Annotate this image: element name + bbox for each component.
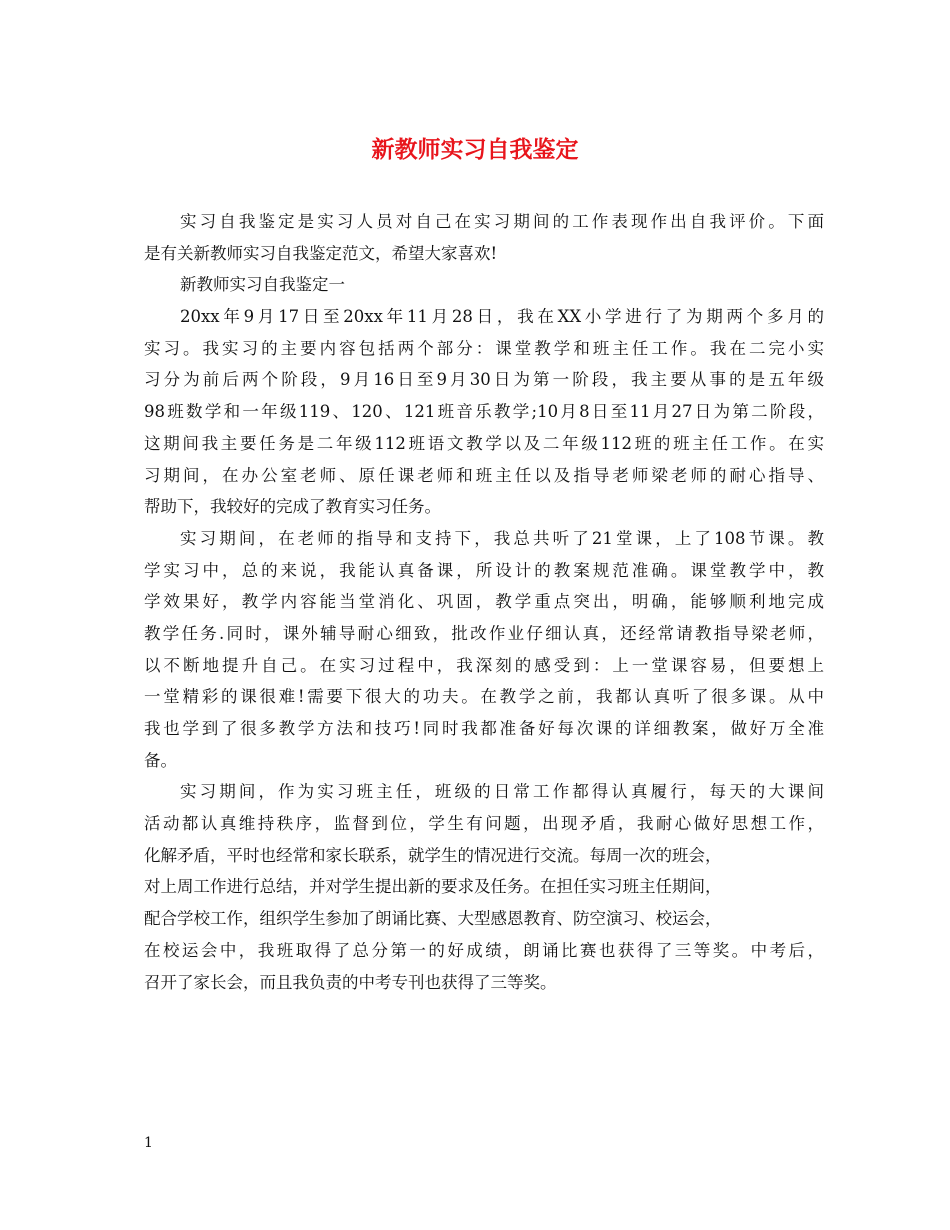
text-line: 召开了家长会，而且我负责的中考专刊也获得了三等奖。 bbox=[144, 972, 557, 992]
page-number: 1 bbox=[144, 1135, 153, 1151]
text-line: 实习期间，在老师的指导和支持下，我总共听了21堂课，上了108节课。教 bbox=[180, 528, 824, 548]
text-line: 帮助下，我较好的完成了教育实习任务。 bbox=[144, 497, 441, 517]
document-title: 新教师实习自我鉴定 bbox=[371, 136, 579, 163]
text-line: 我也学到了很多教学方法和技巧!同时我都准备好每次课的详细教案，做好万全准 bbox=[144, 719, 824, 738]
text-line: 学效果好，教学内容能当堂消化、巩固，教学重点突出，明确，能够顺利地完成 bbox=[144, 592, 824, 612]
text-line: 对上周工作进行总结，并对学生提出新的要求及任务。在担任实习班主任期间， bbox=[144, 877, 722, 897]
text-line: 一堂精彩的课很难!需要下很大的功夫。在教学之前，我都认真听了很多课。从中 bbox=[144, 687, 824, 707]
text-line: 实习。我实习的主要内容包括两个部分：课堂教学和班主任工作。我在二完小实 bbox=[144, 338, 824, 358]
text-line: 学实习中，总的来说，我能认真备课，所设计的教案规范准确。课堂教学中，教 bbox=[144, 560, 824, 580]
text-line: 化解矛盾，平时也经常和家长联系，就学生的情况进行交流。每周一次的班会， bbox=[144, 845, 722, 865]
text-line: 活动都认真维持秩序，监督到位，学生有问题，出现矛盾，我耐心做好思想工作， bbox=[144, 814, 824, 834]
text-line: 习期间，在办公室老师、原任课老师和班主任以及指导老师梁老师的耐心指导、 bbox=[144, 465, 824, 485]
text-line: 教学任务.同时，课外辅导耐心细致，批改作业仔细认真，还经常请教指导梁老师， bbox=[144, 623, 824, 643]
text-line: 20xx年9月17日至20xx年11月28日，我在XX小学进行了为期两个多月的 bbox=[180, 307, 824, 327]
text-line: 这期间我主要任务是二年级112班语文教学以及二年级112班的班主任工作。在实 bbox=[144, 433, 824, 453]
text-line: 实习期间，作为实习班主任，班级的日常工作都得认真履行，每天的大课间 bbox=[180, 782, 824, 802]
document-body bbox=[144, 206, 824, 998]
text-line: 配合学校工作，组织学生参加了朗诵比赛、大型感恩教育、防空演习、校运会， bbox=[144, 909, 722, 929]
text-line: 是有关新教师实习自我鉴定范文，希望大家喜欢! bbox=[144, 243, 498, 263]
text-line: 习分为前后两个阶段，9月16日至9月30日为第一阶段，我主要从事的是五年级 bbox=[144, 370, 824, 390]
text-line: 在校运会中，我班取得了总分第一的好成绩，朗诵比赛也获得了三等奖。中考后， bbox=[144, 940, 824, 960]
text-line: 实习自我鉴定是实习人员对自己在实习期间的工作表现作出自我评价。下面 bbox=[180, 212, 824, 231]
text-line: 以不断地提升自己。在实习过程中，我深刻的感受到：上一堂课容易，但要想上 bbox=[144, 655, 824, 675]
section-heading: 新教师实习自我鉴定一 bbox=[180, 275, 345, 295]
text-line: 备。 bbox=[144, 750, 177, 770]
text-line: 98班数学和一年级119、120、121班音乐教学;10月8日至11月27日为第二阶段， bbox=[144, 402, 824, 422]
